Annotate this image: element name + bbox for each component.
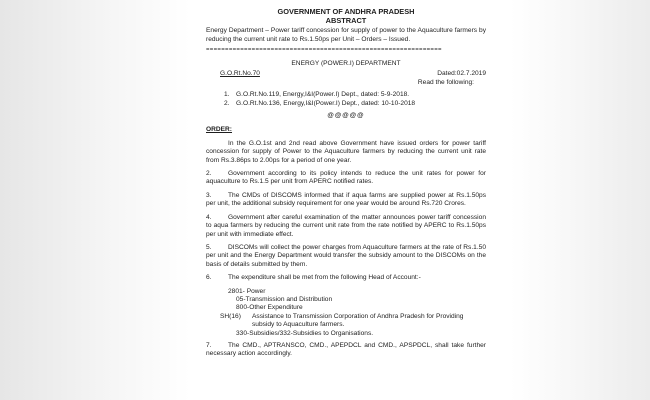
paragraph-number: 6. (206, 274, 212, 282)
order-paragraph-3 (206, 192, 486, 209)
left-background-shade (0, 0, 190, 400)
section-stars: @@@@@ (327, 112, 365, 120)
reference-list (224, 91, 486, 108)
reference-text: G.O.Rt.No.119, Energy,I&I(Power.I) Dept., dated: 5-9-2018. (236, 91, 410, 99)
read-label: Read the following: (417, 78, 474, 86)
head-sub-major: 05-Transmission and Distribution (236, 295, 333, 303)
go-number: G.O.Rt.No.70 (220, 70, 260, 78)
paragraph-number: 3. (206, 191, 212, 199)
order-paragraph-6 (206, 274, 486, 282)
paragraph-number: 2. (206, 170, 212, 178)
paragraph-number: 7. (206, 341, 212, 349)
government-title: GOVERNMENT OF ANDHRA PRADESH (277, 7, 415, 16)
head-detailed: 330-Subsidies/332-Subsidies to Organisations. (236, 329, 374, 337)
right-background-shade (510, 0, 650, 400)
paragraph-text: Government according to its policy intends to reduce the unit rates for power for aquaculture to Rs.1.5 per unit from APERC notified rates. (206, 170, 486, 186)
head-major: 2801- Power (228, 287, 266, 295)
subject-text: Energy Department – Power tariff concession for supply of power to the Aquaculture farmers by reducing the current unit rate to Rs.1.50ps per Unit – Orders – Issued. (206, 27, 486, 43)
head-sub-head (206, 313, 486, 330)
order-paragraph-2 (206, 170, 486, 187)
paragraph-text: The expenditure shall be met from the following Head of Account:- (228, 274, 421, 282)
order-heading: ORDER: (206, 126, 233, 134)
sub-head-text: Assistance to Transmission Corporation of Andhra Pradesh for Providing subsidy to Aquaculture farmers. (252, 312, 464, 329)
sub-head-code: SH(16) (220, 312, 241, 320)
separator-line: ============================================================== (206, 47, 442, 53)
head-of-account (206, 288, 486, 338)
abstract-title: ABSTRACT (325, 15, 367, 25)
reference-number: 1. (224, 91, 230, 99)
order-paragraph-1: In the G.O.1st and 2nd read above Government have issued orders for power tariff concession for supply of Power to the Aquaculture farmers by reducing the current unit rate from Rs.3.86ps to 2.00ps for a period of one year. (206, 139, 486, 164)
order-paragraph-4 (206, 214, 486, 239)
paragraph-number: 5. (206, 243, 212, 251)
reference-text: G.O.Rt.No.136, Energy,I&I(Power.I) Dept., dated: 10-10-2018 (236, 99, 416, 107)
paragraph-text: DISCOMs will collect the power charges from Aquaculture farmers at the rate of Rs.1.50 per unit and the Energy Department would transfer the subsidy amount to the DISCOMs on the basis of details submitted by them. (206, 243, 486, 268)
paragraph-text: The CMDs of DISCOMS informed that if aqua farms are supplied power at Rs.1.50ps per unit, the additional subsidy requirement for one year would be around Rs.720 Crores. (206, 191, 486, 208)
reference-item (224, 100, 486, 108)
order-paragraph-5 (206, 244, 486, 269)
reference-item (224, 91, 486, 99)
head-minor: 800-Other Expenditure (236, 304, 303, 312)
reference-number: 2. (224, 99, 230, 107)
paragraph-text: The CMD., APTRANSCO, CMD., APEPDCL and CMD., APSPDCL, shall take further necessary action accordingly. (206, 341, 486, 358)
go-number-line (206, 70, 486, 78)
paragraph-number: 4. (206, 213, 212, 221)
go-date: Dated:02.7.2019 (437, 70, 486, 78)
order-paragraph-7 (206, 342, 486, 359)
government-order-document (206, 8, 486, 364)
paragraph-text: Government after careful examination of the matter announces power tariff concession to aqua farmers by reducing the current unit rate from the rate notified by APERC to Rs.1.50ps per unit with immediate effect. (206, 213, 486, 238)
department-name: ENERGY (POWER.I) DEPARTMENT (291, 60, 401, 67)
